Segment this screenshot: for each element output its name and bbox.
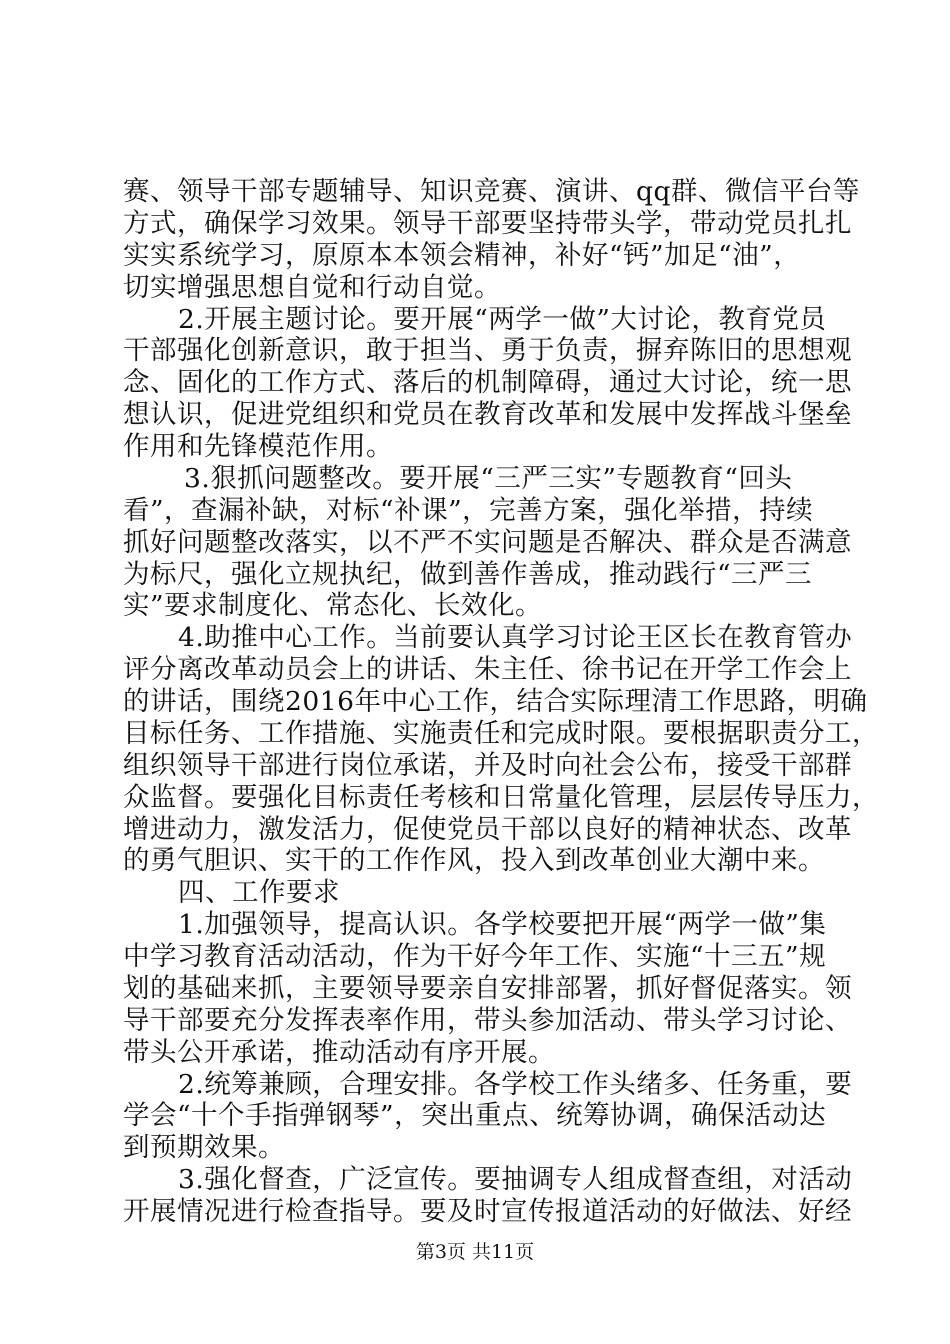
- body-line-7: 念、固化的工作方式、落后的机制障碍，通过大讨论，统一思: [123, 367, 852, 399]
- body-line-4: 切实增强思想自觉和行动自觉。: [123, 271, 501, 303]
- body-line-27: 导干部要充分发挥表率作用，带头参加活动、带头学习讨论、: [123, 1004, 852, 1036]
- body-line-21: 增进动力，激发活力，促使党员干部以良好的精神状态、改革: [123, 813, 852, 845]
- body-line-24: 1.加强领导，提高认识。各学校要把开展“两学一做”集: [178, 909, 827, 941]
- body-line-33: 开展情况进行检查指导。要及时宣传报道活动的好做法、好经: [123, 1196, 852, 1227]
- body-line-19: 组织领导干部进行岗位承诺，并及时向社会公布，接受干部群: [123, 749, 852, 781]
- body-line-28: 带头公开承诺，推动活动有序开展。: [123, 1036, 555, 1068]
- body-line-17: 的讲话，围绕2016年中心工作，结合实际理清工作思路，明确: [123, 686, 868, 717]
- body-line-2: 方式，确保学习效果。领导干部要坚持带头学，带动党员扎扎: [123, 207, 852, 239]
- body-line-8: 想认识，促进党组织和党员在教育改革和发展中发挥战斗堡垒: [123, 399, 852, 431]
- body-line-5: 2.开展主题讨论。要开展“两学一做”大讨论，教育党员: [178, 303, 827, 335]
- body-line-31: 到预期效果。: [123, 1132, 285, 1164]
- body-line-11: 看”，查漏补缺，对标“补课”，完善方案，强化举措，持续: [123, 494, 814, 526]
- body-line-10: 3.狠抓问题整改。要开展“三严三实”专题教育“回头: [184, 462, 793, 494]
- body-line-1: 赛、领导干部专题辅导、知识竞赛、演讲、qq群、微信平台等: [123, 176, 860, 207]
- body-line-6: 干部强化创新意识，敢于担当、勇于负责，摒弃陈旧的思想观: [123, 335, 852, 367]
- body-line-3: 实实系统学习，原原本本领会精神，补好“钙”加足“油”，: [123, 239, 801, 271]
- body-line-29: 2.统筹兼顾，合理安排。各学校工作头绪多、任务重，要: [178, 1068, 853, 1100]
- body-line-12: 抓好问题整改落实，以不严不实问题是否解决、群众是否满意: [123, 526, 852, 558]
- body-line-22: 的勇气胆识、实干的工作作风，投入到改革创业大潮中来。: [123, 845, 825, 877]
- body-line-15: 4.助推中心工作。当前要认真学习讨论王区长在教育管办: [178, 622, 853, 654]
- page-footer: 第3页 共11页: [415, 1241, 535, 1263]
- body-line-9: 作用和先锋模范作用。: [123, 431, 393, 462]
- body-line-13: 为标尺，强化立规执纪，做到善作善成，推动践行“三严三: [123, 558, 813, 590]
- body-line-16: 评分离改革动员会上的讲话、朱主任、徐书记在开学工作会上: [123, 654, 852, 686]
- body-line-25: 中学习教育活动活动，作为干好今年工作、实施“十三五”规: [123, 941, 827, 972]
- body-line-18: 目标任务、工作措施、实施责任和完成时限。要根据职责分工，: [123, 717, 879, 749]
- body-line-32: 3.强化督查，广泛宣传。要抽调专人组成督查组，对活动: [178, 1164, 853, 1196]
- body-line-30: 学会“十个手指弹钢琴”，突出重点、统筹协调，确保活动达: [123, 1100, 827, 1132]
- body-line-14: 实”要求制度化、常态化、长效化。: [123, 590, 543, 622]
- body-line-26: 划的基础来抓，主要领导要亲自安排部署，抓好督促落实。领: [123, 972, 852, 1004]
- body-line-20: 众监督。要强化目标责任考核和日常量化管理，层层传导压力，: [123, 781, 879, 813]
- section-heading: 四、工作要求: [178, 877, 340, 909]
